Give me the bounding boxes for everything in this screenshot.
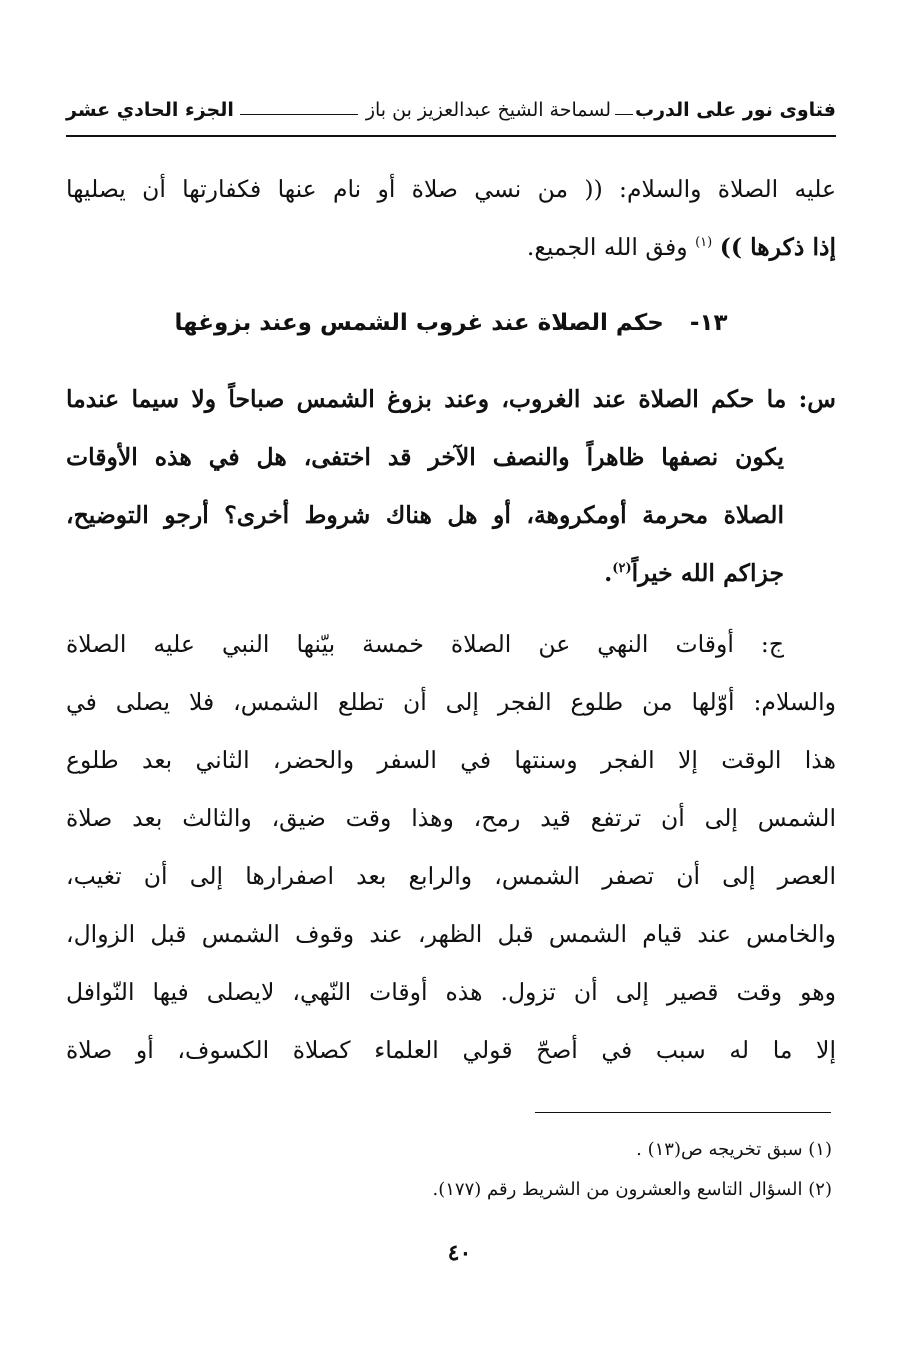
answer-line-8: إلا ما له سبب في أصحّ قولي العلماء كصلاة الكسوف، أو صلاة	[66, 1036, 836, 1064]
hadith-quote-end: إذا ذكرها ))	[719, 233, 836, 261]
answer-line-5: العصر إلى أن تصفر الشمس، والرابع بعد اصفرارها إلى أن تغيب،	[66, 862, 836, 890]
footnote-divider	[535, 1112, 831, 1113]
intro-closing: وفق الله الجميع.	[526, 233, 696, 261]
intro-line-1: عليه الصلاة والسلام: (( من نسي صلاة أو نام عنها فكفارتها أن يصليها	[66, 175, 836, 203]
section-number: ١٣-	[689, 310, 728, 336]
question-line-2: يكون نصفها ظاهراً والنصف الآخر قد اختفى، هل في هذه الأوقات	[66, 443, 784, 471]
author-name: لسماحة الشيخ عبدالعزيز بن باز	[365, 99, 611, 121]
running-header	[66, 92, 836, 128]
header-divider	[66, 135, 836, 137]
answer-line-2: والسلام: أوّلها من طلوع الفجر إلى أن تطلع الشمس، فلا يصلى في	[66, 688, 836, 716]
footnote-ref-1: (١)	[695, 235, 713, 251]
section-heading	[66, 298, 836, 348]
question-end-mark: .	[604, 559, 613, 587]
answer-line-3: هذا الوقت إلا الفجر وسنتها في السفر والحضر، الثاني بعد طلوع	[66, 746, 836, 774]
intro-paragraph	[66, 160, 836, 276]
header-dash	[615, 114, 633, 115]
book-title: فتاوى نور على الدرب	[635, 99, 836, 121]
question-line-4	[66, 544, 836, 602]
footnote-1: (١) سبق تخريجه ص(١٣) .	[636, 1139, 832, 1160]
section-title: حكم الصلاة عند غروب الشمس وعند بزوغها	[174, 310, 664, 336]
footnote-ref-2: (٢)	[612, 561, 632, 577]
header-rule	[240, 114, 358, 115]
page-number: ٤٠	[447, 1240, 472, 1266]
answer-line-1: ج: أوقات النهي عن الصلاة خمسة بيّنها النبي عليه الصلاة	[66, 630, 784, 658]
answer-paragraph	[66, 615, 836, 1079]
question-line-1: س: ما حكم الصلاة عند الغروب، وعند بزوغ الشمس صباحاً ولا سيما عندما	[66, 385, 836, 413]
answer-line-4: الشمس إلى أن ترتفع قيد رمح، وهذا وقت ضيق، والثالث بعد صلاة	[66, 804, 836, 832]
intro-line-2	[66, 218, 836, 276]
question-line-3: الصلاة محرمة أومكروهة، أو هل هناك شروط أخرى؟ أرجو التوضيح،	[66, 501, 784, 529]
answer-line-7: وهو وقت قصير إلى أن تزول. هذه أوقات النّهي، لايصلى فيها النّوافل	[66, 978, 836, 1006]
footnotes	[66, 1130, 832, 1210]
footnote-2: (٢) السؤال التاسع والعشرون من الشريط رقم (١٧٧).	[432, 1179, 832, 1200]
volume-label: الجزء الحادي عشر	[66, 99, 234, 121]
question-paragraph	[66, 370, 836, 602]
answer-line-6: والخامس عند قيام الشمس قبل الظهر، عند وقوف الشمس قبل الزوال،	[66, 920, 836, 948]
question-closing: جزاكم الله خيراً	[631, 559, 784, 587]
